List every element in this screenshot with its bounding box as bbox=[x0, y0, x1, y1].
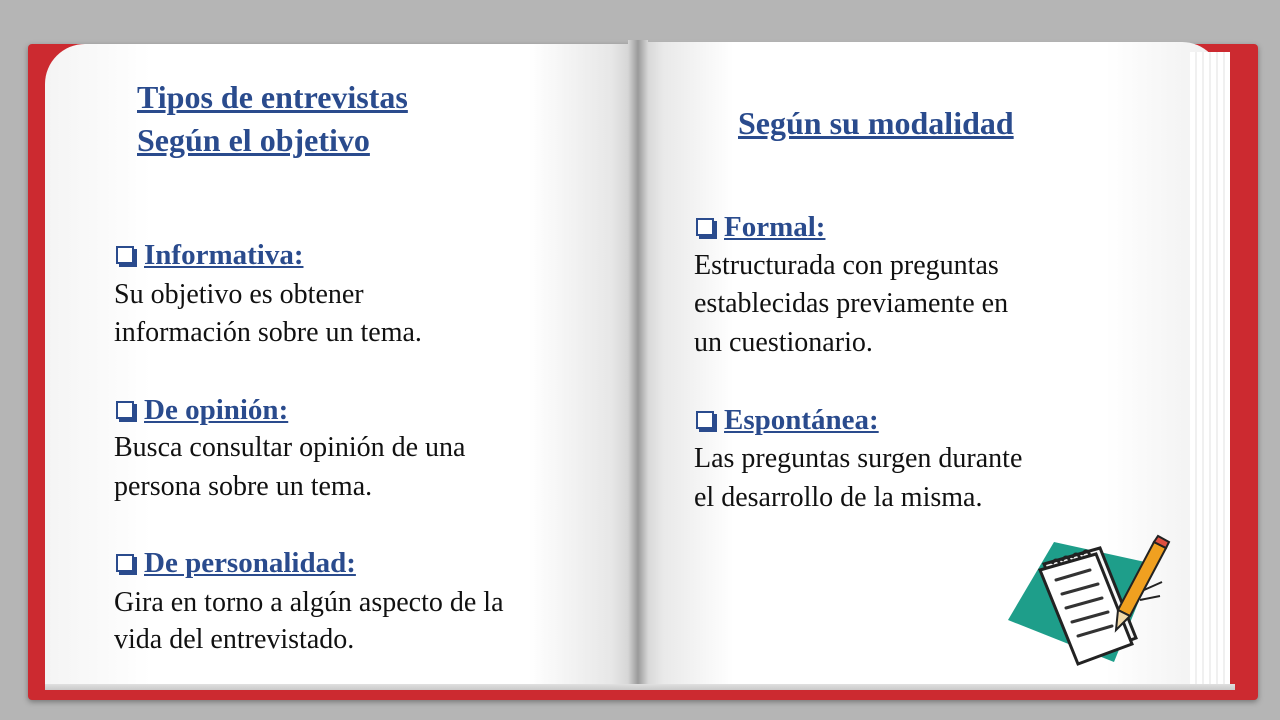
item-de-opinion bbox=[116, 392, 288, 428]
item-text-line: información sobre un tema. bbox=[114, 317, 422, 348]
notepad-pencil-icon bbox=[1004, 534, 1174, 674]
item-text-line: Busca consultar opinión de una bbox=[114, 432, 466, 463]
item-text-line: un cuestionario. bbox=[694, 327, 873, 358]
item-text-line: establecidas previamente en bbox=[694, 288, 1009, 319]
item-formal bbox=[696, 209, 825, 245]
item-text-line: Las preguntas surgen durante bbox=[694, 443, 1023, 474]
left-title: Tipos de entrevistas bbox=[137, 79, 408, 115]
checkbox-bullet-icon bbox=[116, 401, 134, 419]
item-text-line: Estructurada con preguntas bbox=[694, 250, 999, 281]
page-edges bbox=[1190, 52, 1230, 684]
left-subtitle: Según el objetivo bbox=[137, 122, 370, 158]
checkbox-bullet-icon bbox=[696, 218, 714, 236]
item-text-line: Gira en torno a algún aspecto de la bbox=[114, 587, 504, 618]
book-bottom-edge bbox=[45, 684, 1235, 690]
right-title: Según su modalidad bbox=[738, 105, 1014, 141]
checkbox-bullet-icon bbox=[696, 411, 714, 429]
item-informativa bbox=[116, 237, 303, 273]
item-text-line: persona sobre un tema. bbox=[114, 471, 373, 502]
item-text-line: el desarrollo de la misma. bbox=[694, 482, 983, 513]
item-text-line: vida del entrevistado. bbox=[114, 624, 355, 655]
item-text-line: Su objetivo es obtener bbox=[114, 279, 364, 310]
item-label: De opinión: bbox=[144, 394, 289, 426]
book-gutter bbox=[628, 40, 648, 688]
item-label: Informativa: bbox=[144, 239, 304, 271]
item-label: De personalidad: bbox=[144, 547, 356, 579]
checkbox-bullet-icon bbox=[116, 554, 134, 572]
item-label: Formal: bbox=[724, 211, 826, 243]
item-de-personalidad bbox=[116, 545, 356, 581]
item-espontanea bbox=[696, 402, 879, 438]
item-label: Espontánea: bbox=[724, 404, 879, 436]
checkbox-bullet-icon bbox=[116, 246, 134, 264]
